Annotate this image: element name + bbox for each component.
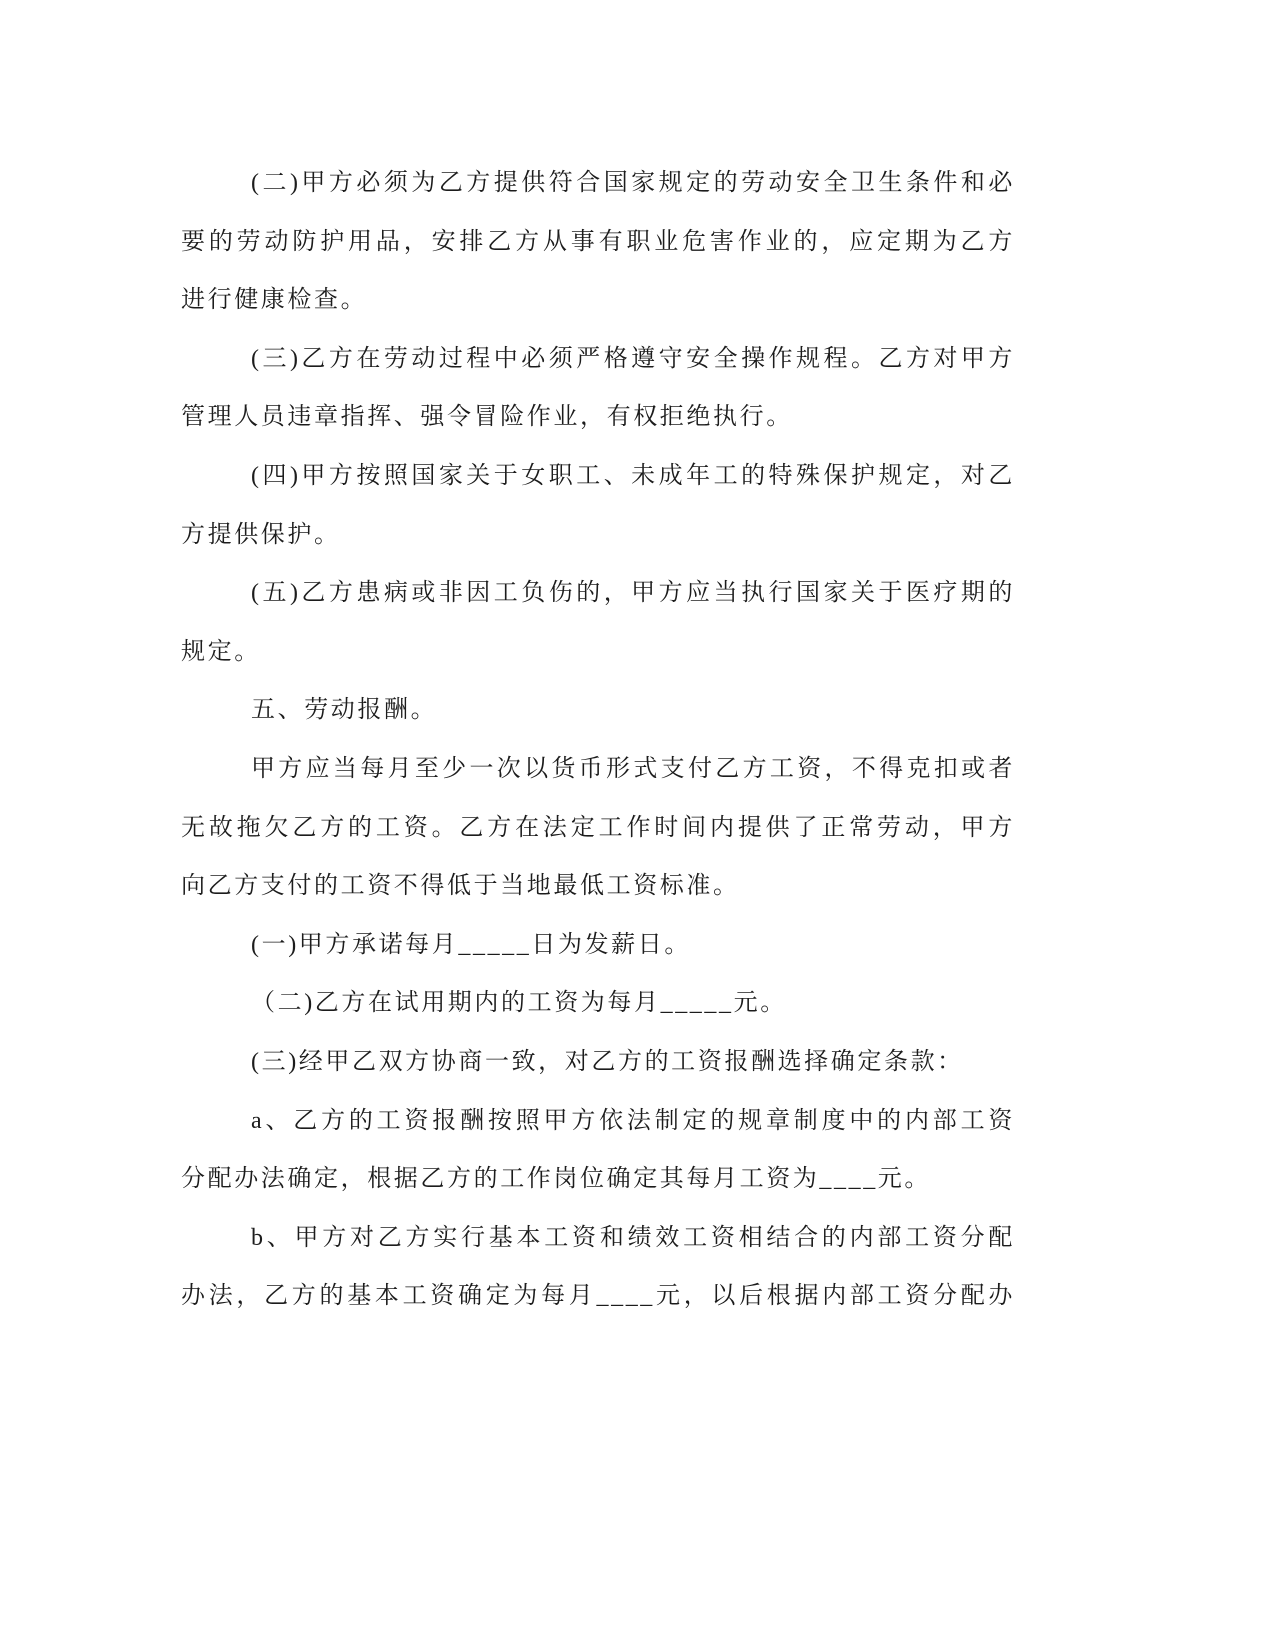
text-line: (一)甲方承诺每月_____日为发薪日。 bbox=[251, 931, 691, 958]
text-line: (五)乙方患病或非因工负伤的，甲方应当执行国家关于医疗期的 bbox=[251, 580, 1015, 607]
text-line: 管理人员违章指挥、强令冒险作业，有权拒绝执行。 bbox=[181, 404, 793, 431]
text-line: (三)经甲乙双方协商一致，对乙方的工资报酬选择确定条款： bbox=[251, 1048, 964, 1075]
text-line: 进行健康检查。 bbox=[181, 287, 368, 314]
text-line: 规定。 bbox=[181, 638, 261, 665]
text-line: 办法，乙方的基本工资确定为每月____元，以后根据内部工资分配办 bbox=[181, 1283, 1015, 1310]
document-body bbox=[181, 154, 1015, 1326]
text-line: b、甲方对乙方实行基本工资和绩效工资相结合的内部工资分配 bbox=[251, 1224, 1015, 1251]
text-line: 方提供保护。 bbox=[181, 521, 341, 548]
text-line: 分配办法确定，根据乙方的工作岗位确定其每月工资为____元。 bbox=[181, 1166, 931, 1193]
text-line: （二)乙方在试用期内的工资为每月_____元。 bbox=[251, 990, 787, 1017]
text-line: 无故拖欠乙方的工资。乙方在法定工作时间内提供了正常劳动，甲方 bbox=[181, 814, 1015, 841]
text-line: (二)甲方必须为乙方提供符合国家规定的劳动安全卫生条件和必 bbox=[251, 170, 1015, 196]
text-line: a、乙方的工资报酬按照甲方依法制定的规章制度中的内部工资 bbox=[251, 1107, 1015, 1134]
text-line: 甲方应当每月至少一次以货币形式支付乙方工资，不得克扣或者 bbox=[251, 755, 1015, 782]
section-heading: 五、劳动报酬。 bbox=[251, 697, 438, 724]
text-line: 向乙方支付的工资不得低于当地最低工资标准。 bbox=[181, 873, 740, 900]
text-line: (四)甲方按照国家关于女职工、未成年工的特殊保护规定，对乙 bbox=[251, 462, 1015, 489]
text-line: (三)乙方在劳动过程中必须严格遵守安全操作规程。乙方对甲方 bbox=[251, 345, 1015, 372]
text-line: 要的劳动防护用品，安排乙方从事有职业危害作业的，应定期为乙方 bbox=[181, 228, 1015, 255]
